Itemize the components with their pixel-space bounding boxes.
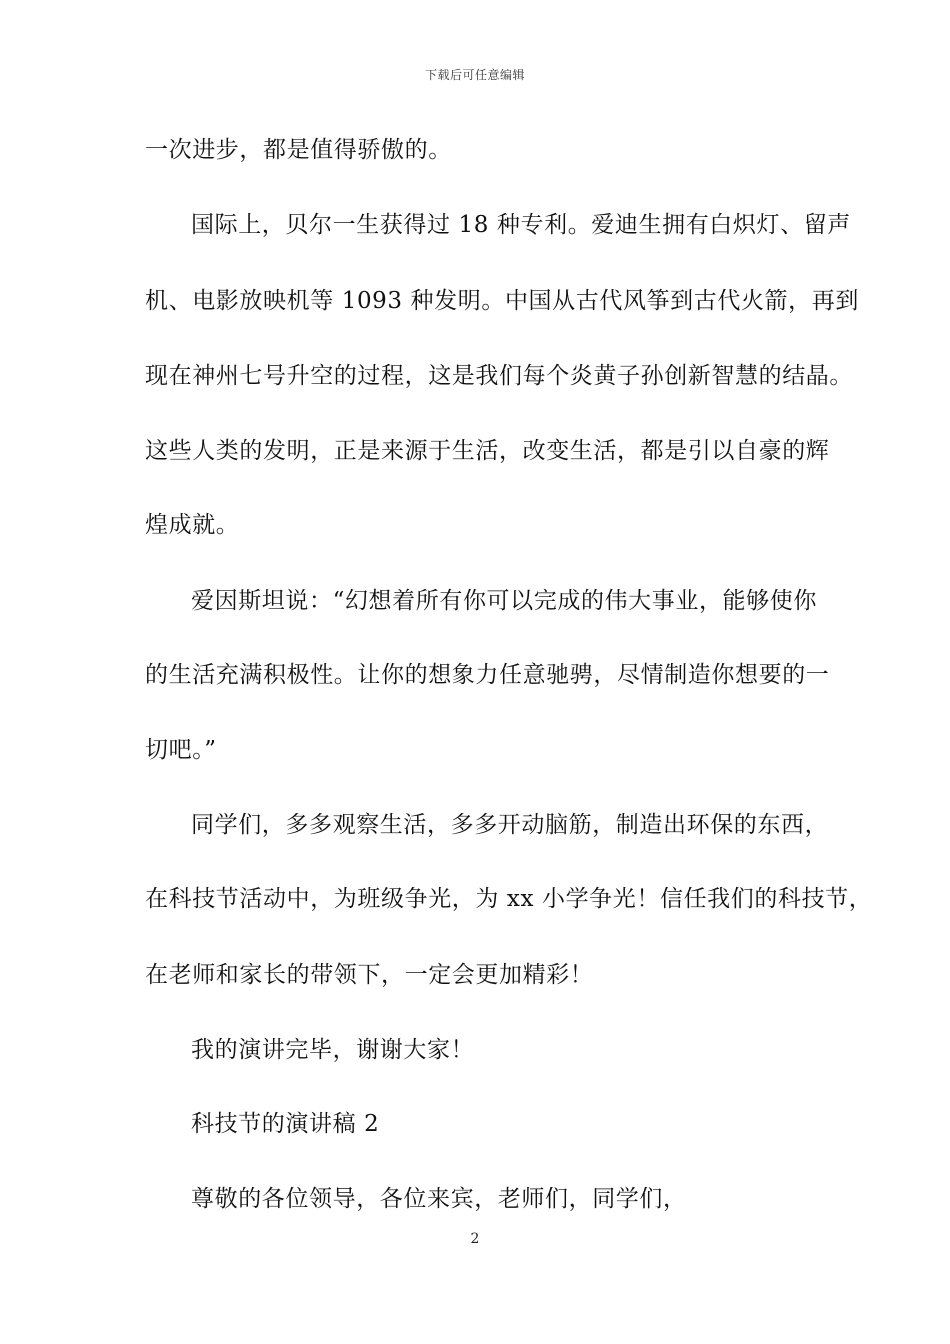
page-header: 下载后可任意编辑: [424, 68, 525, 82]
paragraph-line: 在老师和家长的带领下，一定会更加精彩！: [145, 962, 594, 988]
paragraph-line: 爱因斯坦说：“幻想着所有你可以完成的伟大事业，能够使你: [191, 588, 817, 614]
paragraph-line: 切吧。”: [145, 737, 217, 763]
paragraph-line: 煌成就。: [145, 512, 240, 538]
paragraph-line: 同学们，多多观察生活，多多开动脑筋，制造出环保的东西，: [191, 812, 829, 838]
paragraph-line: 国际上，贝尔一生获得过 18 种专利。爱迪生拥有白炽灯、留声: [191, 212, 851, 238]
paragraph-line: 尊敬的各位领导，各位来宾，老师们，同学们，: [191, 1186, 687, 1212]
paragraph-line: 一次进步，都是值得骄傲的。: [145, 137, 452, 163]
paragraph-line: 的生活充满积极性。让你的想象力任意驰骋，尽情制造你想要的一: [145, 662, 830, 688]
section-title: 科技节的演讲稿 2: [191, 1111, 380, 1137]
paragraph-line: 我的演讲完毕，谢谢大家！: [191, 1037, 475, 1063]
paragraph-line: 现在神州七号升空的过程，这是我们每个炎黄子孙创新智慧的结晶。: [145, 363, 853, 389]
paragraph-line: 在科技节活动中，为班级争光，为 xx 小学争光！信任我们的科技节，: [145, 886, 873, 912]
paragraph-line: 机、电影放映机等 1093 种发明。中国从古代风筝到古代火箭，再到: [145, 288, 859, 314]
page-number: 2: [470, 1231, 480, 1247]
paragraph-line: 这些人类的发明，正是来源于生活，改变生活，都是引以自豪的辉: [145, 438, 830, 464]
